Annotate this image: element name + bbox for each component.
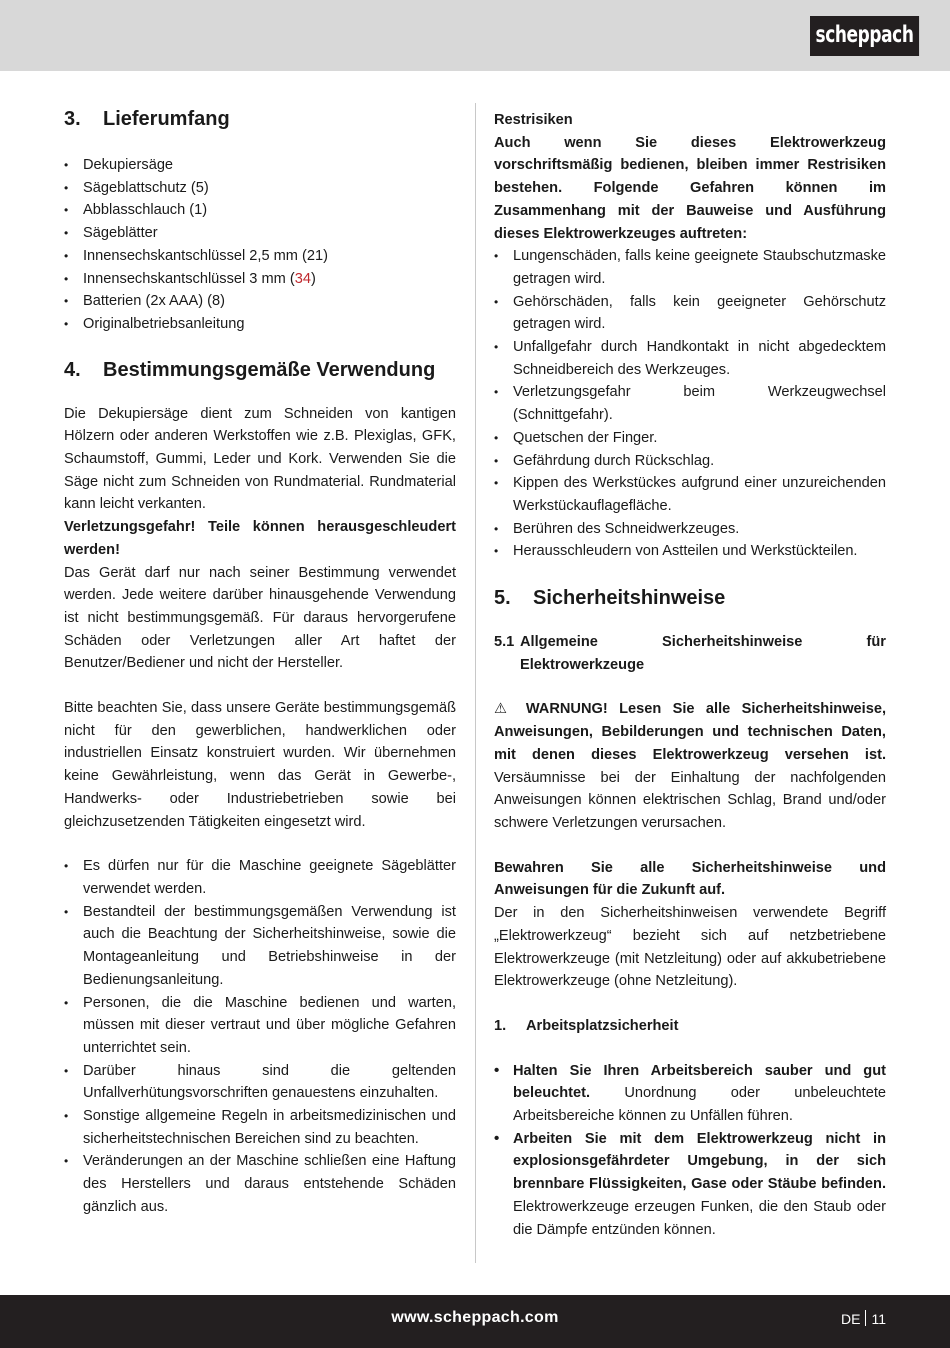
list-item: • Personen, die die Maschine bedienen und warten, müssen mit dieser vertraut und über mögliche Gefahren unterrichtet sein. bbox=[64, 992, 456, 1060]
power-tool-definition: Der in den Sicherheitshinweisen verwendete Begriff „Elektrowerkzeug“ bezieht sich auf netzbetriebene Elektrowerkzeuge (mit Netzleitung) oder auf akkubetriebene Elektrowerkzeuge (ohne Netzleitung). bbox=[494, 905, 886, 990]
section-5-heading: 5. Sicherheitshinweise bbox=[494, 587, 726, 610]
subsection-5-1-heading: 5.1 Allgemeine Sicherheitshinweise für Elektrowerkzeuge bbox=[494, 634, 886, 673]
residual-risks-title: Restrisiken bbox=[494, 112, 573, 128]
list-item: • Arbeiten Sie mit dem Elektrowerkzeug nicht in explosionsgefährdeter Umgebung, in der sich brennbare Flüssigkeiten, Gase oder Stäube befinden. Elektrowerkzeuge erzeugen Funken, die den Staub oder die Dämpfe entzünden können. bbox=[494, 1128, 886, 1242]
scheppach-logo: scheppach bbox=[810, 16, 919, 56]
list-item: • Es dürfen nur für die Maschine geeignete Sägeblätter verwendet werden. bbox=[64, 855, 456, 900]
list-item: • Bestandteil der bestimmungsgemäßen Verwendung ist auch die Beachtung der Sicherheitshinweise, sowie die Montageanleitung und Betriebshinweise in der Bedienungsanleitung. bbox=[64, 901, 456, 992]
list-item: • Unfallgefahr durch Handkontakt in nicht abgedecktem Schneidbereich des Werkzeuges. bbox=[494, 336, 886, 381]
page-number: 11 bbox=[871, 1311, 886, 1327]
right-column bbox=[494, 109, 886, 1241]
list-item: • Darüber hinaus sind die geltenden Unfallverhütungsvorschriften genauestens einzuhalten. bbox=[64, 1060, 456, 1105]
list-item: • Verletzungsgefahr beim Werkzeugwechsel (Schnittgefahr). bbox=[494, 381, 886, 426]
separator bbox=[865, 1310, 866, 1326]
liability-paragraph: Das Gerät darf nur nach seiner Bestimmung verwendet werden. Jede weitere darüber hinausgehende Verwendung ist nicht bestimmungsgemäß. Für daraus hervorgerufene Schäden oder Verletzungen aller Art haftet der Benutzer/Bediener und nicht der Hersteller. bbox=[64, 564, 456, 672]
warning-icon: ⚠ bbox=[494, 701, 515, 718]
intended-use-paragraph: Die Dekupiersäge dient zum Schneiden von kantigen Hölzern oder anderen Werkstoffen wie z.B. Plexiglas, GFK, Schaumstoff, Gummi, Leder und Kork. Verwenden Sie die Säge nicht zum Schneiden von Rundmaterial. Rundmaterial kann leicht verkanten. bbox=[64, 405, 456, 513]
list-item: • Batterien (2x AAA) (8) bbox=[64, 290, 456, 313]
residual-risks-list bbox=[494, 245, 886, 563]
list-item: • Innensechskantschlüssel 2,5 mm (21) bbox=[64, 245, 456, 268]
delivery-list bbox=[64, 154, 456, 336]
list-item: • Originalbetriebsanleitung bbox=[64, 313, 456, 336]
list-item: • Dekupiersäge bbox=[64, 154, 456, 177]
workplace-safety-heading: 1. Arbeitsplatzsicherheit bbox=[494, 1017, 679, 1034]
list-item: • Berühren des Schneidwerkzeuges. bbox=[494, 518, 886, 541]
website-link[interactable]: www.scheppach.com bbox=[391, 1309, 559, 1326]
list-item: • Innensechskantschlüssel 3 mm (34) bbox=[64, 268, 456, 291]
usage-rules-list bbox=[64, 855, 456, 1218]
header-bar bbox=[0, 0, 950, 71]
commercial-use-paragraph: Bitte beachten Sie, dass unsere Geräte bestimmungsgemäß nicht für den gewerblichen, handwerklichen oder industriellen Einsatz konstruiert wurden. Wir übernehmen keine Gewährleistung, wenn das Gerät in Gewerbe-, Handwerks- oder Industriebetrieben sowie bei gleichzusetzenden Tätigkeiten eingesetzt wird. bbox=[64, 700, 456, 830]
highlighted-part-number: 34 bbox=[294, 270, 311, 287]
list-item: • Halten Sie Ihren Arbeitsbereich sauber und gut beleuchtet. Unordnung oder unbeleuchtete Arbeitsbereiche können zu Unfällen führen. bbox=[494, 1060, 886, 1128]
list-item: • Sonstige allgemeine Regeln in arbeitsmedizinischen und sicherheitstechnischen Bereichen sind zu beachten. bbox=[64, 1105, 456, 1150]
section-3-heading: 3. Lieferumfang bbox=[64, 108, 230, 130]
injury-warning: Verletzungsgefahr! Teile können herausgeschleudert werden! bbox=[64, 519, 456, 558]
keep-instructions-heading: Bewahren Sie alle Sicherheitshinweise und Anweisungen für die Zukunft auf. bbox=[494, 859, 886, 899]
footer-bar bbox=[0, 1295, 950, 1348]
page-indicator bbox=[841, 1310, 886, 1327]
column-divider bbox=[475, 103, 476, 1263]
list-item: • Herausschleudern von Astteilen und Werkstückteilen. bbox=[494, 540, 886, 563]
general-warning-paragraph: ⚠ WARNUNG! Lesen Sie alle Sicherheitshinweise, Anweisungen, Bebilderungen und technischen Daten, mit denen dieses Elektrowerkzeug versehen ist. Versäumnisse bei der Einhaltung der nachfolgenden Anweisungen können elektrischen Schlag, Brand und/oder schwere Verletzungen verursachen. bbox=[494, 701, 887, 831]
list-item: • Veränderungen an der Maschine schließen eine Haftung des Herstellers und daraus entstehende Schäden gänzlich aus. bbox=[64, 1150, 456, 1218]
list-item: • Quetschen der Finger. bbox=[494, 427, 886, 450]
list-item: • Lungenschäden, falls keine geeignete Staubschutzmaske getragen wird. bbox=[494, 245, 886, 290]
section-4-heading: 4. Bestimmungsgemäße Verwendung bbox=[64, 358, 436, 381]
list-item: • Kippen des Werkstückes aufgrund einer unzureichenden Werkstückauflagefläche. bbox=[494, 472, 886, 517]
list-item: • Abblasschlauch (1) bbox=[64, 199, 456, 222]
left-column bbox=[64, 105, 456, 1219]
list-item: • Gehörschäden, falls kein geeigneter Gehörschutz getragen wird. bbox=[494, 291, 886, 336]
workplace-safety-list bbox=[494, 1060, 886, 1242]
residual-risks-intro: Auch wenn Sie dieses Elektrowerkzeug vorschriftsmäßig bedienen, bleiben immer Restrisiken bestehen. Folgende Gefahren können im Zusammenhang mit der Bauweise und Ausführung dieses Elektrowerkzeuges auftreten: bbox=[494, 134, 886, 242]
list-item: • Sägeblätter bbox=[64, 222, 456, 245]
list-item: • Sägeblattschutz (5) bbox=[64, 177, 456, 200]
language-code: DE bbox=[841, 1311, 861, 1327]
list-item: • Gefährdung durch Rückschlag. bbox=[494, 450, 886, 473]
